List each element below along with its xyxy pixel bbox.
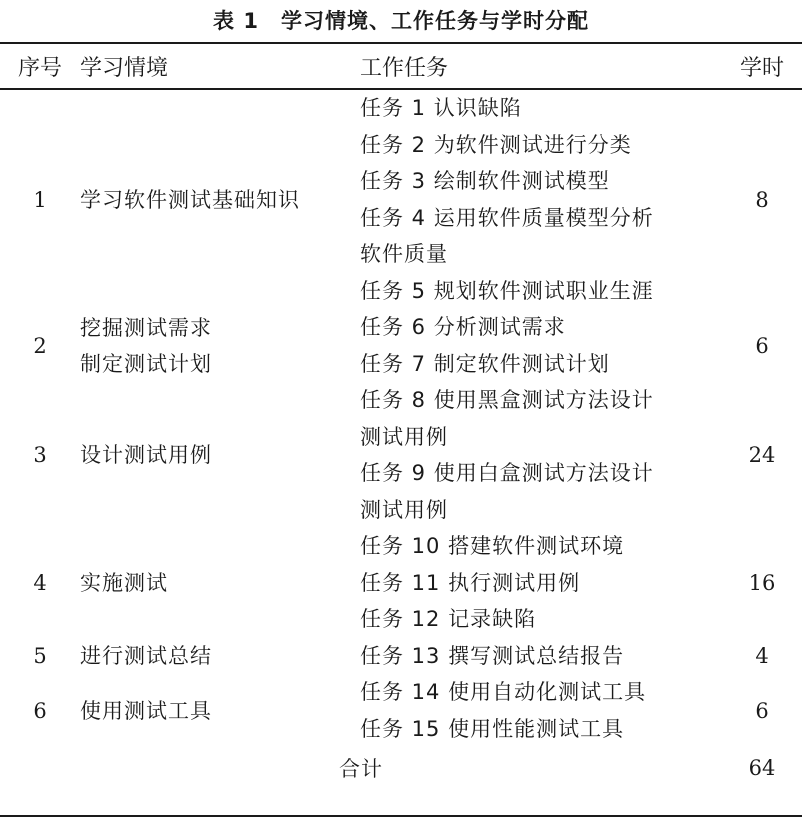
cell-tasks: [360, 309, 722, 382]
task-line: 任务 2 为软件测试进行分类: [360, 132, 632, 157]
table-row: [0, 382, 802, 528]
cell-no: 1: [33, 187, 47, 212]
context-line: 设计测试用例: [80, 443, 212, 467]
cell-tasks: [360, 674, 722, 747]
table-row: [0, 88, 802, 309]
cell-context: [80, 638, 360, 675]
context-line: 实施测试: [80, 570, 168, 595]
cell-no: 2: [33, 333, 47, 358]
cell-context: [80, 88, 360, 309]
task-line: 任务 13 撰写测试总结报告: [360, 643, 625, 668]
cell-tasks: [360, 88, 722, 309]
table-row: [0, 528, 802, 638]
table-caption: [0, 6, 802, 36]
cell-tasks: [360, 638, 722, 675]
cell-hours: 8: [755, 187, 769, 212]
total-label: 合计: [339, 757, 383, 781]
table-body: [0, 88, 802, 789]
context-line: 挖掘测试需求: [80, 315, 212, 340]
context-line: 进行测试总结: [80, 643, 212, 668]
task-line: 任务 3 绘制软件测试模型: [360, 169, 610, 193]
cell-context: [80, 674, 360, 747]
table-caption-title: 学习情境、工作任务与学时分配: [280, 9, 589, 33]
cell-no: 4: [33, 570, 47, 595]
table-row: [0, 309, 802, 382]
table-row: [0, 638, 802, 675]
context-line: 学习软件测试基础知识: [80, 187, 300, 212]
task-line: 任务 11 执行测试用例: [360, 570, 581, 595]
cell-no: 3: [33, 443, 47, 467]
task-line: 任务 7 制定软件测试计划: [360, 351, 610, 376]
cell-hours: 6: [755, 698, 769, 723]
table-caption-number: 表 1: [213, 9, 259, 33]
cell-hours: 16: [748, 570, 776, 595]
column-header-no: 序号: [17, 55, 62, 81]
cell-no: 6: [33, 698, 47, 723]
column-header-tasks: 工作任务: [360, 55, 449, 81]
cell-hours: 4: [755, 643, 769, 668]
task-line: 任务 9 使用白盒测试方法设计: [360, 461, 654, 485]
context-line: 制定测试计划: [80, 351, 212, 376]
task-line: 任务 4 运用软件质量模型分析: [360, 205, 654, 230]
task-line: 任务 14 使用自动化测试工具: [360, 680, 647, 704]
task-line: 任务 1 认识缺陷: [360, 96, 522, 120]
cell-context: [80, 528, 360, 638]
cell-tasks: [360, 382, 722, 528]
cell-hours: 6: [755, 333, 769, 358]
task-line: 任务 10 搭建软件测试环境: [360, 534, 625, 558]
task-line: 任务 12 记录缺陷: [360, 607, 537, 631]
task-line: 任务 6 分析测试需求: [360, 315, 566, 339]
column-header-context: 学习情境: [80, 55, 169, 81]
task-line: 测试用例: [360, 497, 448, 522]
cell-context: [80, 382, 360, 528]
context-line: 使用测试工具: [80, 698, 212, 723]
table-row: [0, 674, 802, 747]
task-line: 任务 15 使用性能测试工具: [360, 716, 625, 741]
task-line: 软件质量: [360, 242, 448, 266]
column-header-hours: 学时: [739, 55, 784, 81]
task-line: 任务 8 使用黑盒测试方法设计: [360, 388, 654, 412]
cell-tasks: [360, 528, 722, 638]
table-total-row: [0, 747, 802, 789]
total-hours: 64: [748, 756, 776, 780]
table-header-row: [0, 44, 802, 88]
task-line: 测试用例: [360, 424, 448, 449]
cell-no: 5: [33, 643, 47, 668]
allocation-table: [0, 44, 802, 789]
cell-context: [80, 309, 360, 382]
cell-hours: 24: [748, 443, 776, 467]
task-line: 任务 5 规划软件测试职业生涯: [360, 278, 654, 303]
table-bottom-rule: [0, 815, 802, 817]
